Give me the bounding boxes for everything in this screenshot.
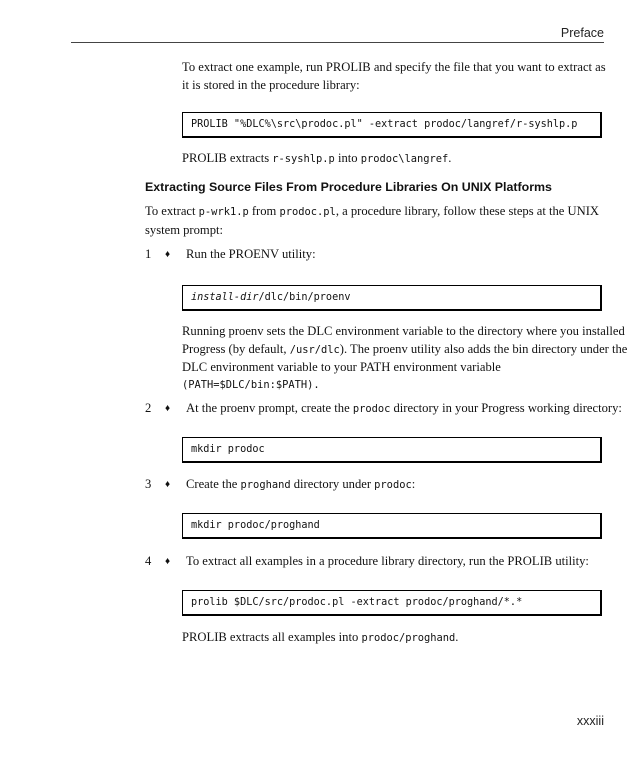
text: Progress (by default,: [182, 341, 290, 356]
intro-paragraph: To extract one example, run PROLIB and specify the file that you want to extract as it is stored in the procedure library:: [182, 60, 606, 92]
code-block-prolib-extract-all: prolib $DLC/src/prodoc.pl -extract prodoc/proghand/*.*: [182, 590, 602, 616]
text: from: [248, 204, 280, 218]
note-line: [182, 341, 628, 360]
inline-code: p-wrk1.p: [198, 206, 249, 218]
diamond-bullet-icon: ♦: [165, 403, 171, 414]
step-3-number: 3: [145, 477, 152, 491]
text: PROLIB extracts all examples into: [182, 630, 362, 644]
note-line: Running proenv sets the DLC environment variable to the directory where you installed: [182, 324, 625, 338]
page-header-title: Preface: [560, 26, 604, 40]
diamond-bullet-icon: ♦: [165, 249, 171, 260]
inline-code: /usr/dlc: [289, 343, 340, 356]
inline-code: prodoc.pl: [279, 206, 336, 218]
inline-code: prodoc\langref: [360, 153, 449, 165]
step-4-text: To extract all examples in a procedure library directory, run the PROLIB utility:: [186, 554, 589, 568]
text: into: [334, 151, 361, 165]
step-1-number: 1: [145, 247, 152, 261]
inline-code: prodoc: [352, 403, 391, 415]
inline-code: prodoc: [374, 479, 412, 491]
inline-code: prodoc/proghand: [361, 632, 456, 644]
diamond-bullet-icon: ♦: [165, 479, 171, 490]
text: directory under: [290, 477, 375, 491]
after-code1-paragraph: [182, 150, 612, 169]
page-number: xxxiii: [576, 714, 604, 728]
text: PROLIB extracts: [182, 151, 273, 165]
text: .: [455, 630, 459, 644]
text: Create the: [186, 477, 241, 491]
step-3-text: [186, 476, 611, 495]
step-1-text: Run the PROENV utility:: [186, 247, 316, 261]
text: At the proenv prompt, create the: [186, 401, 353, 415]
note-line: (PATH=$DLC/bin:$PATH).: [182, 378, 320, 391]
step-2-number: 2: [145, 401, 152, 415]
text: , a procedure library, follow these steps at the UNIX system prompt:: [145, 204, 600, 237]
step-4-number: 4: [145, 554, 152, 568]
inline-code: r-syshlp.p: [272, 153, 335, 165]
text: ). The proenv utility also adds the bin directory under the: [339, 341, 628, 356]
unix-intro-paragraph: [145, 203, 615, 239]
code-text: /dlc/bin/proenv: [258, 292, 351, 303]
header-rule: [71, 42, 604, 43]
code-block-mkdir-prodoc: mkdir prodoc: [182, 437, 602, 463]
code-block-prolib-windows: PROLIB "%DLC%\src\prodoc.pl" -extract prodoc/langref/r-syshlp.p: [182, 112, 602, 138]
code-placeholder: install-dir: [191, 292, 259, 303]
note-line: DLC environment variable to your PATH environment variable: [182, 360, 501, 374]
step-4-after: [182, 629, 612, 648]
section-heading: Extracting Source Files From Procedure Libraries On UNIX Platforms: [145, 180, 552, 194]
step-2-text: [186, 400, 622, 419]
text: To extract: [145, 204, 199, 218]
text: directory in your Progress working directory:: [390, 401, 622, 415]
code-block-mkdir-proghand: mkdir prodoc/proghand: [182, 513, 602, 539]
text: .: [448, 151, 452, 165]
diamond-bullet-icon: ♦: [165, 556, 171, 567]
text: :: [411, 477, 416, 491]
inline-code: proghand: [240, 479, 291, 491]
code-block-proenv: [182, 285, 602, 311]
step-1-note: [182, 323, 628, 394]
